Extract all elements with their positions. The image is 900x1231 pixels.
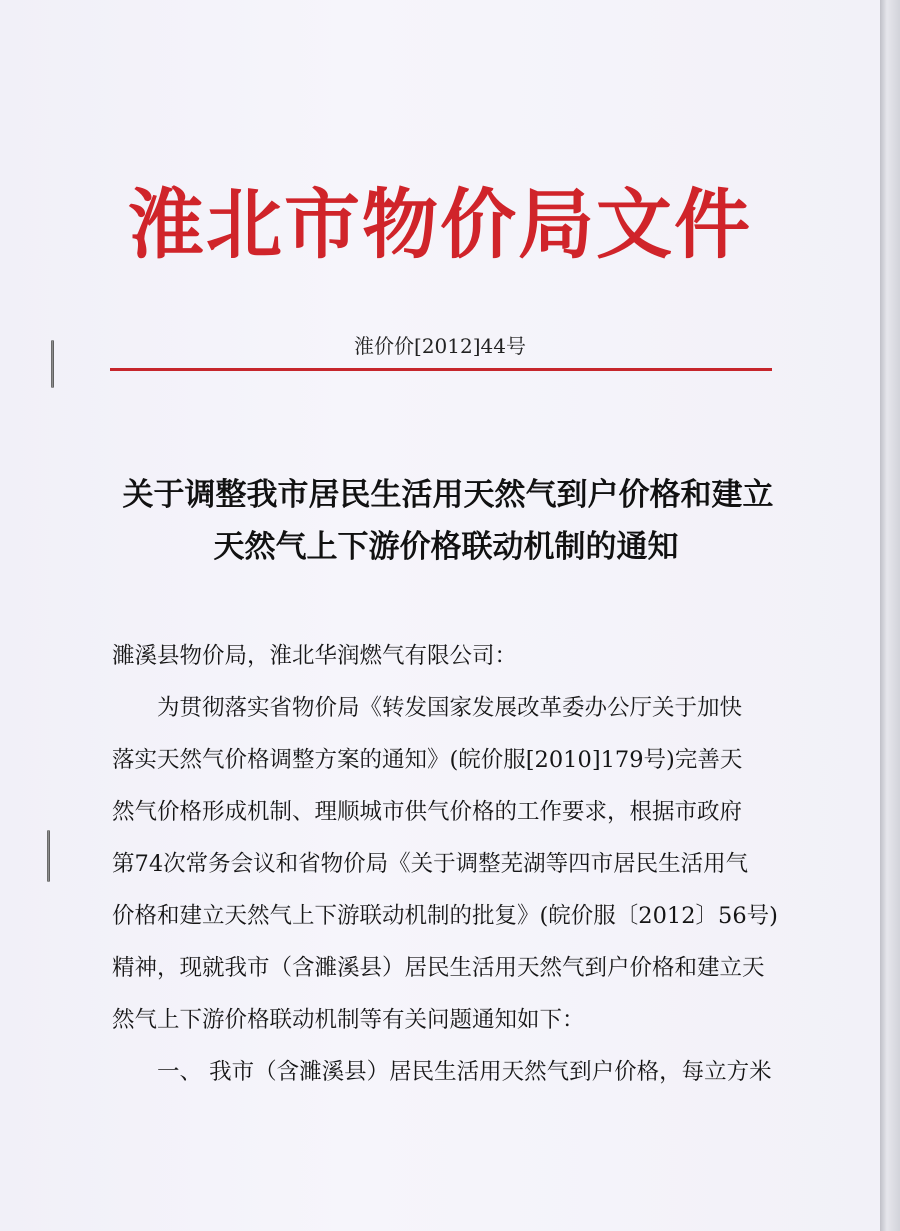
notice-title-line-1: 关于调整我市居民生活用天然气到户价格和建立	[122, 477, 774, 513]
body-text	[112, 630, 782, 1098]
body-line: 价格和建立天然气上下游联动机制的批复》(皖价服〔2012〕56号)	[112, 903, 778, 929]
document-header-title: 淮北市物价局文件	[128, 180, 752, 269]
notice-title-line-2: 天然气上下游价格联动机制的通知	[213, 529, 679, 565]
scan-edge	[880, 0, 900, 1231]
body-line: 落实天然气价格调整方案的通知》(皖价服[2010]179号)完善天	[112, 747, 743, 773]
staple	[47, 830, 50, 882]
body-line: 然气上下游价格联动机制等有关问题通知如下：	[112, 1007, 585, 1033]
body-line: 然气价格形成机制、理顺城市供气价格的工作要求，根据市政府	[112, 799, 743, 825]
body-line: 为贯彻落实省物价局《转发国家发展改革委办公厅关于加快	[157, 695, 743, 721]
body-line: 第74次常务会议和省物价局《关于调整芜湖等四市居民生活用气	[112, 851, 749, 877]
red-divider-line	[110, 368, 772, 371]
document-number: 淮价价[2012]44号	[354, 334, 526, 358]
body-line: 一、 我市（含濉溪县）居民生活用天然气到户价格，每立方米	[157, 1059, 772, 1085]
body-line: 精神，现就我市（含濉溪县）居民生活用天然气到户价格和建立天	[112, 955, 765, 981]
salutation: 濉溪县物价局，淮北华润燃气有限公司：	[112, 643, 518, 669]
